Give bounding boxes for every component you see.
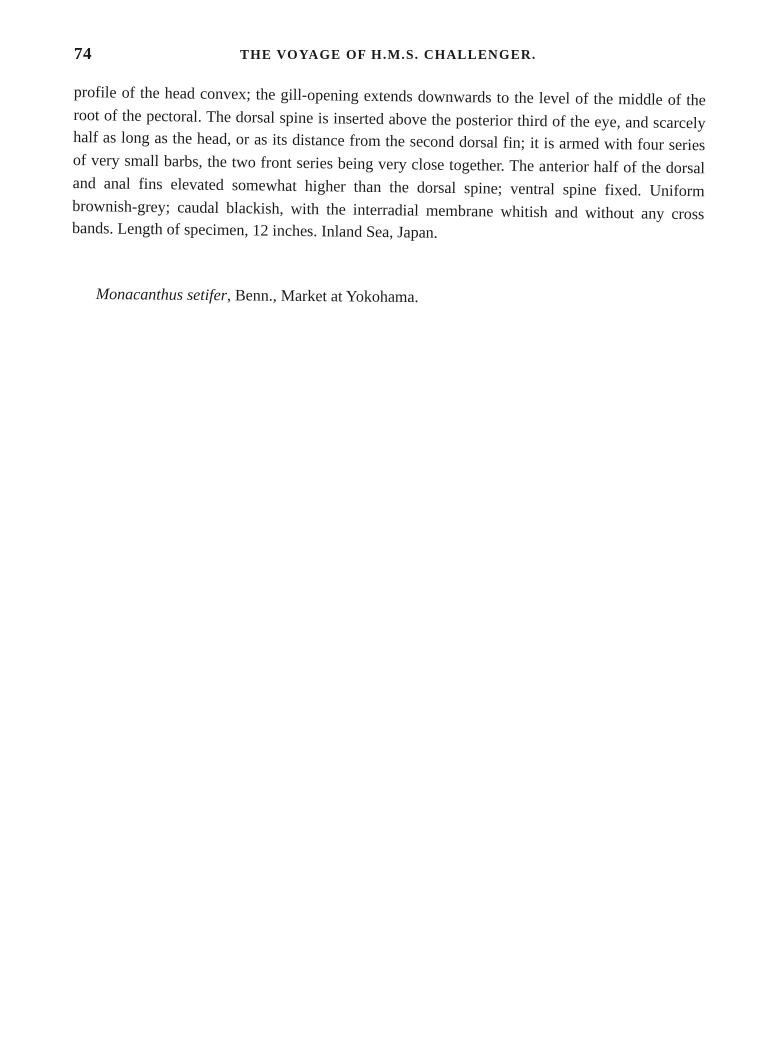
running-title: THE VOYAGE OF H.M.S. CHALLENGER. (240, 47, 537, 62)
species-name: Monacanthus setifer (95, 285, 228, 305)
specimen-details: , Benn., Market at Yokohama. (226, 287, 419, 307)
description-paragraph: profile of the head convex; the gill-opening extends downwards to the level of the middle of the root of the pectoral. The dorsal spine is inserted above the posterior third of the eye, and scarcely half as long as the head, or as its distance from the second dorsal fin; it is armed with four series of very small barbs, the two front series being very close together. The anterior half of the dorsal and anal fins elevated somewhat higher than the dorsal spine; ventral spine fixed. Uniform brownish-grey; caudal blackish, with the interradial membrane whitish and without any cross bands. Length of specimen, 12 inches. Inland Sea, Japan. (71, 83, 706, 242)
running-head (74, 44, 706, 68)
page-number: 74 (74, 44, 92, 63)
specimen-entry (96, 284, 706, 312)
